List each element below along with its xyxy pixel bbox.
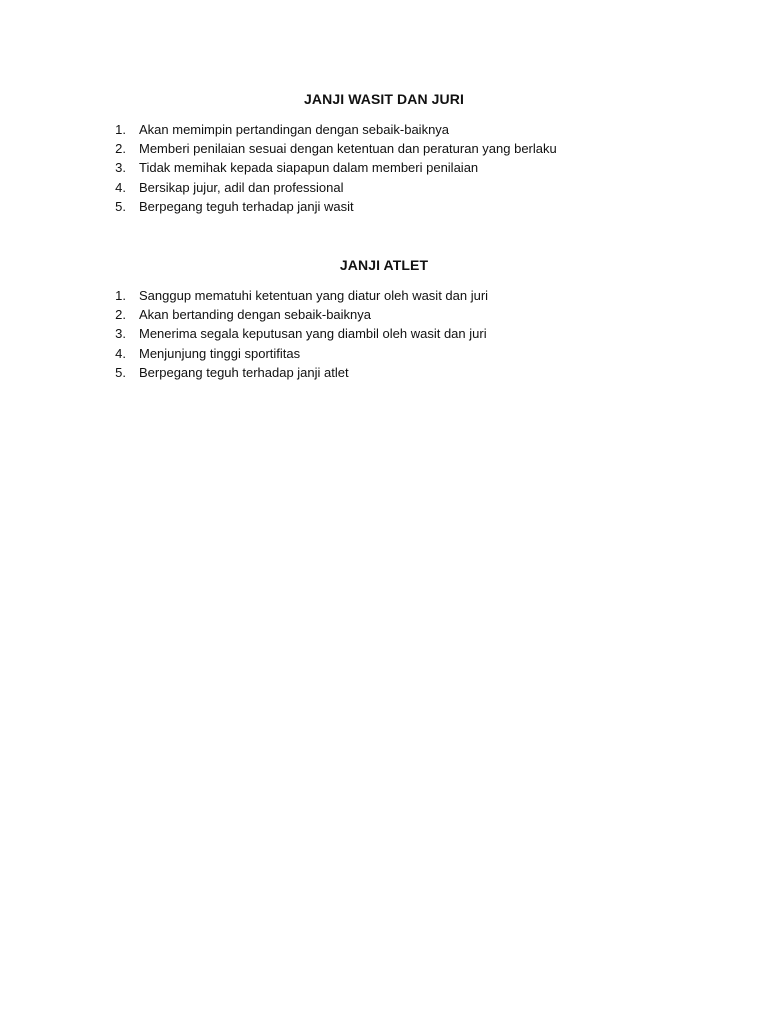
list-item (0, 120, 768, 139)
item-number: 4. (115, 345, 126, 361)
item-text: Menerima segala keputusan yang diambil oleh wasit dan juri (139, 326, 487, 342)
item-number: 4. (115, 179, 126, 195)
item-text: Berpegang teguh terhadap janji atlet (139, 364, 349, 380)
list-item (0, 305, 768, 324)
section-heading: JANJI WASIT DAN JURI (304, 91, 464, 107)
list-item (0, 178, 768, 197)
item-number: 1. (115, 122, 126, 137)
pledge-list (0, 286, 768, 382)
item-number: 5. (115, 198, 126, 214)
item-number: 1. (115, 288, 126, 303)
item-number: 3. (115, 326, 126, 342)
list-item (0, 324, 768, 343)
item-text: Berpegang teguh terhadap janji wasit (139, 198, 354, 214)
item-text: Akan memimpin pertandingan dengan sebaik-baiknya (139, 122, 450, 137)
item-number: 2. (115, 141, 126, 157)
item-text: Tidak memihak kepada siapapun dalam memberi penilaian (139, 160, 479, 176)
item-text: Akan bertanding dengan sebaik-baiknya (139, 307, 372, 323)
section-heading: JANJI ATLET (339, 257, 429, 273)
list-item (0, 344, 768, 363)
list-item (0, 286, 768, 305)
section-janji-wasit-dan-juri (0, 90, 768, 216)
list-item (0, 139, 768, 158)
item-number: 3. (115, 160, 126, 176)
section-janji-atlet (0, 256, 768, 382)
list-item (0, 158, 768, 177)
item-text: Memberi penilaian sesuai dengan ketentuan dan peraturan yang berlaku (139, 141, 557, 157)
item-text: Sanggup mematuhi ketentuan yang diatur oleh wasit dan juri (139, 288, 489, 303)
item-number: 5. (115, 364, 126, 380)
item-text: Bersikap jujur, adil dan professional (139, 179, 344, 195)
list-item (0, 197, 768, 216)
item-number: 2. (115, 307, 126, 323)
pledge-list (0, 120, 768, 216)
item-text: Menjunjung tinggi sportifitas (139, 345, 301, 361)
list-item (0, 363, 768, 382)
